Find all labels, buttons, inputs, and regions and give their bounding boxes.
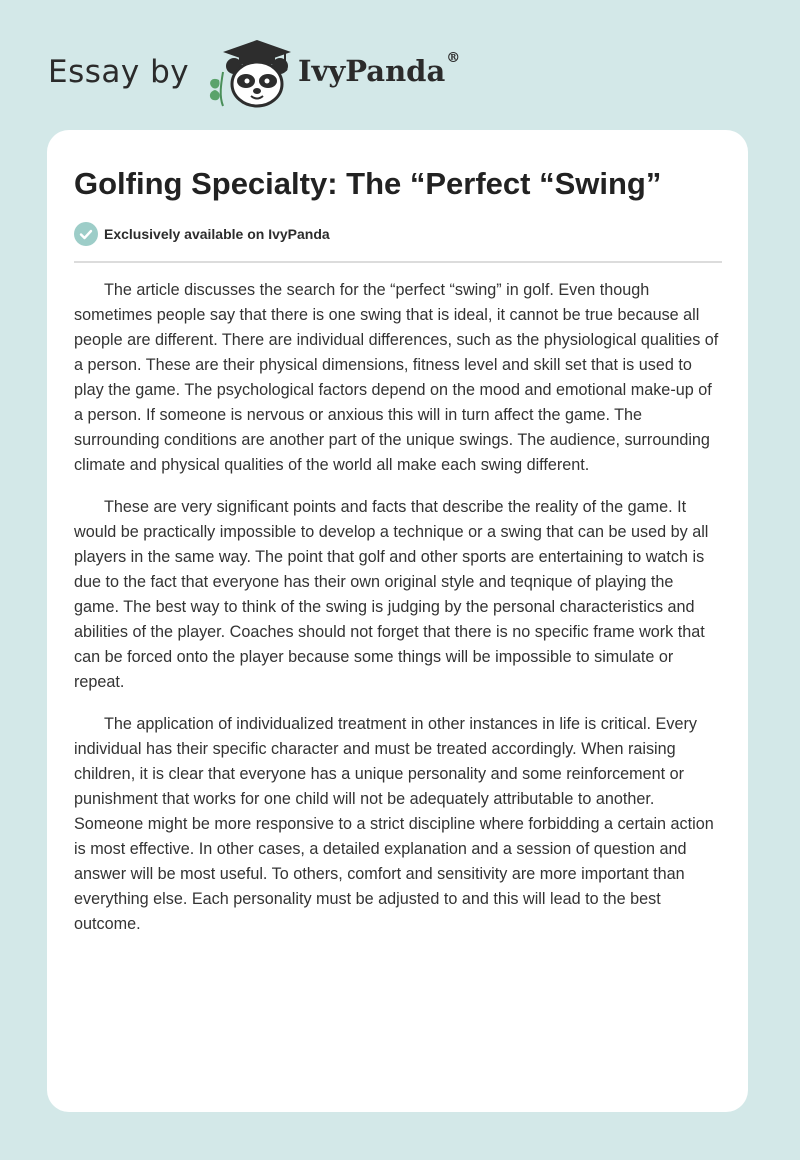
essay-body: [74, 278, 722, 954]
essay-card: [47, 130, 748, 1112]
exclusive-badge-text: Exclusively available on IvyPanda: [104, 226, 330, 242]
brand-logo[interactable]: [48, 34, 508, 114]
paragraph: These are very significant points and facts that describe the reality of the game. It would be practically impossible to develop a technique or a swing that can be used by all players in the same way. The point that golf and other sports are entertaining to watch is due to the fact that everyone has their own original style and teqnique of playing the game. The best way to think of the swing is judging by the personal characteristics and abilities of the player. Coaches should not forget that there is no specific frame work that can be forced onto the player because some things will be impossible to simulate or repeat.: [74, 498, 709, 691]
divider: [74, 261, 722, 263]
brand-name: IvyPanda®: [298, 50, 461, 88]
check-circle-icon: [74, 222, 98, 246]
registered-mark: ®: [446, 50, 461, 66]
paragraph: The application of individualized treatment in other instances in life is critical. Every individual has their specific character and must be treated accordingly. When raising children, it is clear that everyone has a unique personality and some reinforcement or punishment that works for one child will not be adequately attributable to another. Someone might be more responsive to a strict discipline where forbidding a certain action is most effective. In other cases, a detailed explanation and a session of question and answer will be most useful. To others, comfort and sensitivity are more important than everything else. Each personality must be adjusted to and this will lead to the best outcome.: [74, 715, 714, 933]
paragraph: The article discusses the search for the “perfect “swing” in golf. Even though sometimes people say that there is one swing that is ideal, it cannot be true because all people are different. There are individual differences, such as the physiological qualities of a person. These are their physical dimensions, fitness level and skill set that is used to play the game. The psychological factors depend on the mood and emotional make-up of a person. If someone is nervous or anxious this will in turn affect the game. The surrounding conditions are another part of the unique swings. The audience, surrounding climate and physical qualities of the world all make each swing different.: [74, 281, 719, 474]
panda-graduate-icon: [201, 36, 293, 110]
brand-prefix: Essay by: [48, 54, 190, 90]
exclusive-badge: [74, 222, 330, 246]
page-title: Golfing Specialty: The “Perfect “Swing”: [74, 166, 662, 201]
